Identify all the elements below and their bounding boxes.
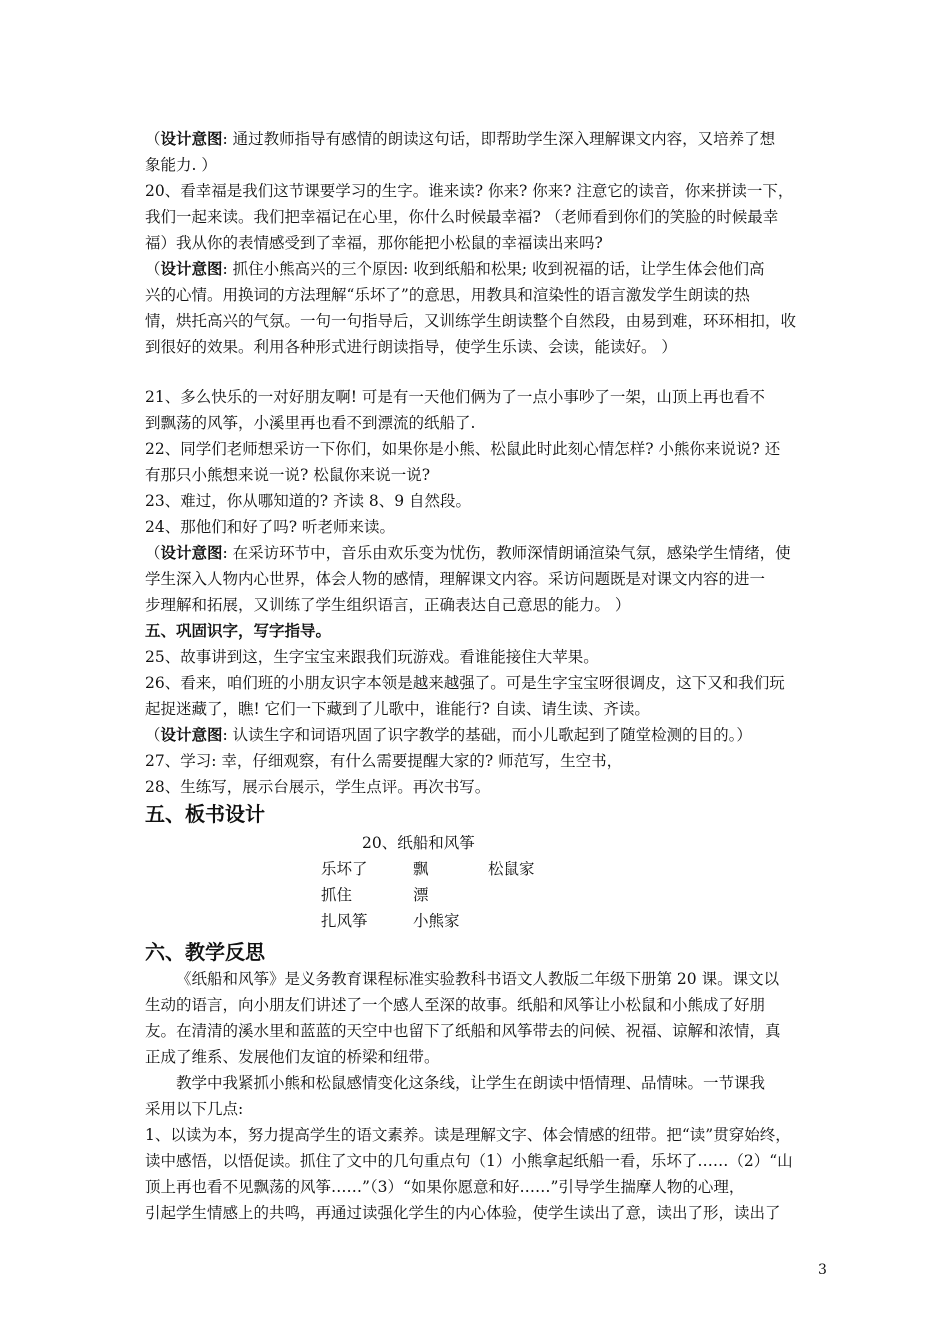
step-23: 23、难过，你从哪知道的? 齐读 8、9 自然段。 (145, 492, 472, 510)
design-intent-label: 设计意图 (160, 259, 223, 278)
design-intent-2-line-1: （设计意图: 抓住小熊高兴的三个原因: 收到纸船和松果; 收到祝福的话，让学生体会他们高 (145, 259, 765, 278)
board-word: 松鼠家 (488, 860, 535, 878)
board-word: 小熊家 (413, 912, 460, 930)
step-heading-consolidate: 五、巩固识字，写字指导。 (145, 621, 332, 640)
step-26-line-2: 起捉迷藏了，瞧! 它们一下藏到了儿歌中，谁能行? 自读、请生读、齐读。 (145, 700, 650, 718)
step-21-line-1: 21、多么快乐的一对好朋友啊! 可是有一天他们俩为了一点小事吵了一架，山顶上再也看不 (145, 388, 765, 406)
board-word: 扎风筝 (321, 912, 368, 930)
board-word: 乐坏了 (321, 860, 368, 878)
board-word: 漂 (413, 886, 429, 904)
design-intent-2-line-2: 兴的心情。用换词的方法理解“乐坏了”的意思，用教具和渲染性的语言激发学生朗读的热 (145, 286, 750, 304)
step-20-line-1: 20、看幸福是我们这节课要学习的生字。谁来读? 你来? 你来? 注意它的读音，你来拼读一下， (145, 182, 794, 200)
design-intent-3-line-2: 学生深入人物内心世界，体会人物的感情，理解课文内容。采访问题既是对课文内容的进一 (145, 570, 766, 588)
design-intent-label: 设计意图 (160, 725, 223, 744)
step-21-line-2: 到飘荡的风筝，小溪里再也看不到漂流的纸船了. (145, 414, 476, 432)
reflection-p1-line-4: 正成了维系、发展他们友谊的桥梁和纽带。 (145, 1048, 440, 1066)
step-22-line-2: 有那只小熊想来说一说? 松鼠你来说一说? (145, 466, 431, 484)
step-20-line-2: 我们一起来读。我们把幸福记在心里，你什么时候最幸福? （老师看到你们的笑脸的时候最幸 (145, 208, 779, 226)
step-22-line-1: 22、同学们老师想采访一下你们，如果你是小熊、松鼠此时此刻心情怎样? 小熊你来说说? 还 (145, 440, 781, 458)
step-28: 28、生练写，展示台展示，学生点评。再次书写。 (145, 778, 491, 796)
board-word: 飘 (413, 860, 429, 878)
design-intent-2-line-4: 到很好的效果。利用各种形式进行朗读指导，使学生乐读、会读，能读好。 ） (145, 338, 677, 356)
board-title: 20、纸船和风筝 (362, 834, 475, 852)
design-intent-1-line-1: （设计意图: 通过教师指导有感情的朗读这句话，即帮助学生深入理解课文内容，又培养了想 (145, 129, 776, 148)
design-intent-3-line-3: 步理解和拓展，又训练了学生组织语言，正确表达自己意思的能力。 ） (145, 596, 631, 614)
page-number: 3 (818, 1262, 827, 1278)
step-26-line-1: 26、看来，咱们班的小朋友识字本领是越来越强了。可是生字宝宝呀很调皮，这下又和我们玩 (145, 674, 785, 692)
design-intent-1-line-2: 象能力. ） (145, 156, 217, 174)
step-27: 27、学习: 幸，仔细观察，有什么需要提醒大家的? 师范写，生空书， (145, 752, 623, 770)
reflection-p2-line-2: 采用以下几点: (145, 1100, 244, 1118)
reflection-heading: 六、教学反思 (145, 940, 265, 964)
reflection-p3-line-1: 1、以读为本，努力提高学生的语文素养。读是理解文字、体会情感的纽带。把“读”贯穿始终， (145, 1126, 791, 1144)
reflection-p1-line-1: 《纸船和风筝》是义务教育课程标准实验教科书语文人教版二年级下册第 20 课。课文以 (176, 970, 780, 988)
design-intent-4-line-1: （设计意图: 认读生字和词语巩固了识字教学的基础，而小儿歌起到了随堂检测的目的。） (145, 725, 752, 744)
design-intent-3-line-1: （设计意图: 在采访环节中，音乐由欢乐变为忧伤，教师深情朗诵渲染气氛，感染学生情绪，使 (145, 543, 791, 562)
board-design-heading: 五、板书设计 (145, 802, 265, 826)
design-intent-2-line-3: 情，烘托高兴的气氛。一句一句指导后，又训练学生朗读整个自然段，由易到难，环环相扣，收 (145, 312, 797, 330)
step-25: 25、故事讲到这，生字宝宝来跟我们玩游戏。看谁能接住大苹果。 (145, 648, 599, 666)
reflection-p1-line-2: 生动的语言，向小朋友们讲述了一个感人至深的故事。纸船和风筝让小松鼠和小熊成了好朋 (145, 996, 766, 1014)
board-word: 抓住 (321, 886, 353, 904)
reflection-p3-line-2: 读中感悟，以悟促读。抓住了文中的几句重点句（1）小熊拿起纸船一看，乐坏了……（2）“山 (145, 1152, 793, 1170)
reflection-p2-line-1: 教学中我紧抓小熊和松鼠感情变化这条线，让学生在朗读中悟情理、品情味。一节课我 (176, 1074, 766, 1092)
step-24: 24、那他们和好了吗? 听老师来读。 (145, 518, 395, 536)
step-20-line-3: 福）我从你的表情感受到了幸福，那你能把小松鼠的幸福读出来吗? (145, 234, 603, 252)
design-intent-label: 设计意图 (160, 129, 223, 148)
reflection-p3-line-4: 引起学生情感上的共鸣，再通过读强化学生的内心体验，使学生读出了意，读出了形，读出了 (145, 1204, 781, 1222)
reflection-p3-line-3: 顶上再也看不见飘荡的风筝……”（3）“如果你愿意和好……”引导学生揣摩人物的心理， (145, 1178, 745, 1196)
reflection-p1-line-3: 友。在清清的溪水里和蓝蓝的天空中也留下了纸船和风筝带去的问候、祝福、谅解和浓情，真 (145, 1022, 781, 1040)
design-intent-label: 设计意图 (160, 543, 223, 562)
